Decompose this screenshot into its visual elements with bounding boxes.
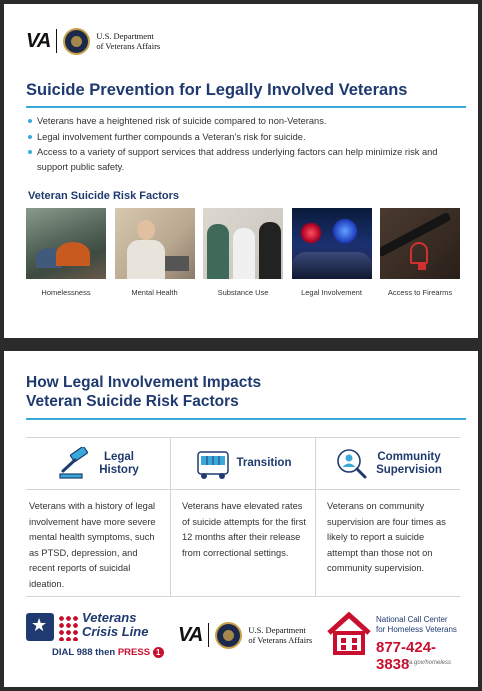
column-title-line-1: Community [377, 450, 441, 463]
column-title [99, 451, 139, 477]
bullet-item: Veterans have a heightened risk of suicide compared to non-Veterans. [28, 114, 458, 129]
call-center-phone[interactable]: 877-424-3838 [376, 639, 437, 673]
column-text: Veterans with a history of legal involvement have more severe mental health symptoms, such as PTSD, depression, and recent reports of suicidal ideation. [29, 501, 156, 589]
logo-divider [208, 623, 209, 647]
column-title-line-1: Transition [236, 457, 292, 469]
department-line-1: U.S. Department [96, 31, 154, 41]
risk-factor-label: Mental Health [131, 288, 178, 297]
va-logo-footer [178, 619, 318, 651]
section-title-line-1: How Legal Involvement Impacts [26, 374, 262, 391]
dot-grid-icon [58, 615, 80, 641]
intro-bullets [28, 114, 458, 175]
gavel-icon [57, 447, 93, 481]
crisis-line-name-2: Crisis Line [82, 624, 149, 639]
risk-factor-firearms [380, 208, 460, 297]
va-mark: VA [178, 623, 203, 646]
substance-use-photo [203, 208, 283, 279]
column-header [171, 438, 315, 490]
mental-health-photo [115, 208, 195, 279]
risk-factor-label: Substance Use [217, 288, 269, 297]
homeless-call-center-logo [324, 609, 464, 679]
dial-text: DIAL 988 then [52, 647, 116, 658]
risk-factor-label: Access to Firearms [387, 288, 453, 297]
press-text: PRESS [117, 647, 151, 658]
flag-star-icon [26, 613, 54, 641]
department-line-2: of Veterans Affairs [248, 635, 313, 645]
va-seal-icon [63, 28, 90, 55]
press-number: 1 [153, 647, 164, 658]
risk-factor-homelessness [26, 208, 106, 297]
house-icon [326, 611, 372, 655]
page-1 [4, 4, 478, 338]
magnifier-person-icon [334, 447, 370, 481]
crisis-line-name [82, 611, 148, 639]
section-title-line-2: Veteran Suicide Risk Factors [26, 393, 239, 410]
column-title-line-2: History [99, 463, 139, 476]
department-name [248, 625, 312, 645]
legal-involvement-photo [292, 208, 372, 279]
department-name [96, 31, 160, 51]
column-transition [171, 438, 316, 596]
column-header [26, 438, 170, 490]
risk-factor-label: Legal Involvement [301, 288, 362, 297]
column-title [376, 451, 442, 477]
call-center-line-1: National Call Center [376, 615, 448, 624]
column-text: Veterans on community supervision are four times as likely to report a suicide attempt than those not on community supervision. [327, 501, 446, 573]
risk-factor-label: Homelessness [41, 288, 91, 297]
department-line-2: of Veterans Affairs [96, 41, 161, 51]
column-legal-history [26, 438, 171, 596]
risk-factor-legal-involvement [292, 208, 372, 297]
column-title-line-2: Supervision [376, 463, 442, 476]
column-title [237, 457, 292, 470]
va-seal-icon [215, 622, 242, 649]
column-header [316, 438, 460, 490]
crisis-line-dial [52, 647, 164, 658]
page-title: Suicide Prevention for Legally Involved Veterans [26, 81, 466, 108]
bullet-item: Access to a variety of support services that address underlying factors can help minimize risk and support public safety. [28, 145, 458, 174]
risk-factor-mental-health [115, 208, 195, 297]
firearms-photo [380, 208, 460, 279]
column-title-line-1: Legal [103, 450, 135, 463]
risk-factor-substance-use [203, 208, 283, 297]
homelessness-photo [26, 208, 106, 279]
section-title [26, 373, 466, 420]
crisis-line-name-1: Veterans [82, 610, 137, 625]
va-logo [26, 25, 160, 57]
column-text: Veterans have elevated rates of suicide attempts for the first 12 months after their release from correctional settings. [182, 501, 307, 558]
column-community-supervision [316, 438, 460, 596]
bus-icon [195, 447, 231, 481]
risk-factors-heading: Veteran Suicide Risk Factors [28, 190, 180, 202]
risk-factor-photos [26, 208, 460, 297]
call-center-line-2: for Homeless Veterans [376, 625, 457, 634]
va-mark: VA [26, 29, 51, 52]
impact-columns [26, 437, 460, 597]
call-center-url[interactable]: va.gov/homeless [406, 660, 452, 666]
veterans-crisis-line-logo [26, 609, 166, 679]
logo-divider [56, 29, 57, 53]
bullet-item: Legal involvement further compounds a Veteran’s risk for suicide. [28, 130, 458, 145]
call-center-name [376, 615, 457, 635]
page-2 [4, 351, 478, 687]
department-line-1: U.S. Department [248, 625, 306, 635]
